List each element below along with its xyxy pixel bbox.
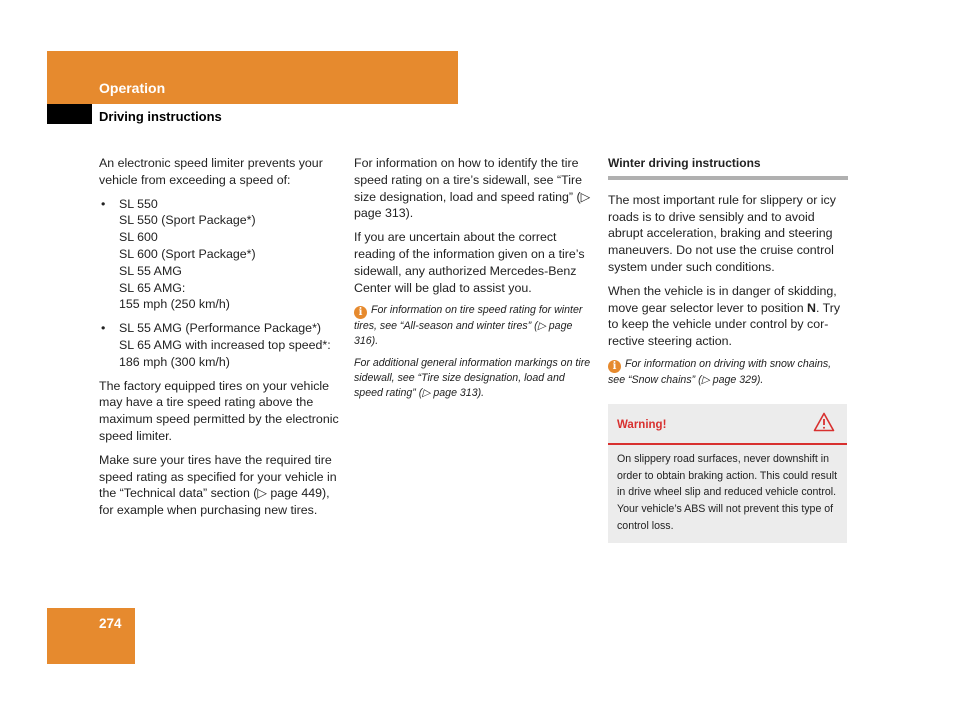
info-note-text: For information on tire speed rating for winter tires, see “All-season and winter tires” (▷ page 316). — [354, 304, 583, 348]
column-3 — [608, 155, 848, 543]
identify-rating-paragraph: For information on how to identify the tire speed rating on a tire’s sidewall, see “Tire size designation, load and speed rating” (▷ page 313). — [354, 156, 591, 221]
warning-triangle-icon — [813, 412, 835, 432]
tire-rating-paragraph: The factory equipped tires on your vehicle may have a tire speed rating above the maximum speed permitted by the electronic speed limiter. — [99, 378, 339, 443]
subsection-title: Driving instructions — [99, 109, 222, 124]
list-line: SL 65 AMG: — [119, 280, 186, 295]
additional-note: For additional general information markings on tire sidewall, see “Tire size designation, load and speed rating” (▷ page 313). — [354, 356, 591, 399]
list-line: SL 55 AMG — [119, 263, 182, 278]
tire-requirement-paragraph: Make sure your tires have the required tire speed rating as specified for your vehicle in the “Technical data” section (▷ page 449), for example when purchasing new tires. — [99, 452, 337, 518]
warning-box — [608, 404, 847, 543]
list-line: • SL 550 — [119, 196, 158, 211]
uncertain-paragraph: If you are uncertain about the correct reading of the information given on a tire’s sidewall, any authorized Mercedes-Benz Center will be glad to assist you. — [354, 230, 585, 295]
intro-paragraph: An electronic speed limiter prevents your vehicle from exceeding a speed of: — [99, 156, 323, 187]
skid-text-end: . Try to keep the vehicle under control by cor-rective steering action. — [608, 300, 841, 349]
list-line: SL 600 — [119, 230, 158, 245]
list-line: • SL 55 AMG (Performance Package*) — [119, 321, 322, 336]
column-1 — [99, 155, 339, 526]
list-item — [99, 196, 339, 314]
gear-position: N — [807, 300, 816, 315]
info-note — [608, 357, 848, 388]
warning-body: On slippery road surfaces, never downshift in order to obtain braking action. This could result in drive wheel slip and reduced vehicle control. Your vehicle’s ABS will not prevent this type of control loss. — [617, 452, 838, 532]
skid-text: When the vehicle is in danger of skidding, move gear selector lever to position — [608, 283, 837, 315]
info-note — [354, 303, 594, 349]
warning-title: Warning! — [617, 418, 667, 431]
page-number: 274 — [99, 616, 122, 631]
winter-paragraph-1: The most important rule for slippery or icy roads is to drive sensibly and to avoid abrupt acceleration, braking and steering maneuvers. Do not use the cruise control system under such conditions. — [608, 192, 836, 274]
model-list — [99, 196, 339, 371]
info-icon: i — [608, 360, 621, 373]
warning-header — [608, 404, 847, 445]
info-icon: i — [354, 306, 367, 319]
list-line: 186 mph (300 km/h) — [119, 354, 230, 369]
list-item — [99, 320, 339, 370]
list-line: SL 600 (Sport Package*) — [119, 246, 256, 261]
list-line: SL 65 AMG with increased top speed*: — [119, 337, 331, 352]
header-bar — [47, 51, 458, 104]
winter-paragraph-2 — [608, 283, 848, 350]
info-note-text: For information on driving with snow chains, see “Snow chains” (▷ page 329). — [608, 357, 832, 386]
column-2 — [354, 155, 594, 407]
subsection-marker — [47, 104, 92, 124]
section-title: Operation — [99, 80, 166, 96]
list-line: 155 mph (250 km/h) — [119, 297, 230, 312]
winter-heading: Winter driving instructions — [608, 155, 848, 180]
list-line: SL 550 (Sport Package*) — [119, 213, 256, 228]
